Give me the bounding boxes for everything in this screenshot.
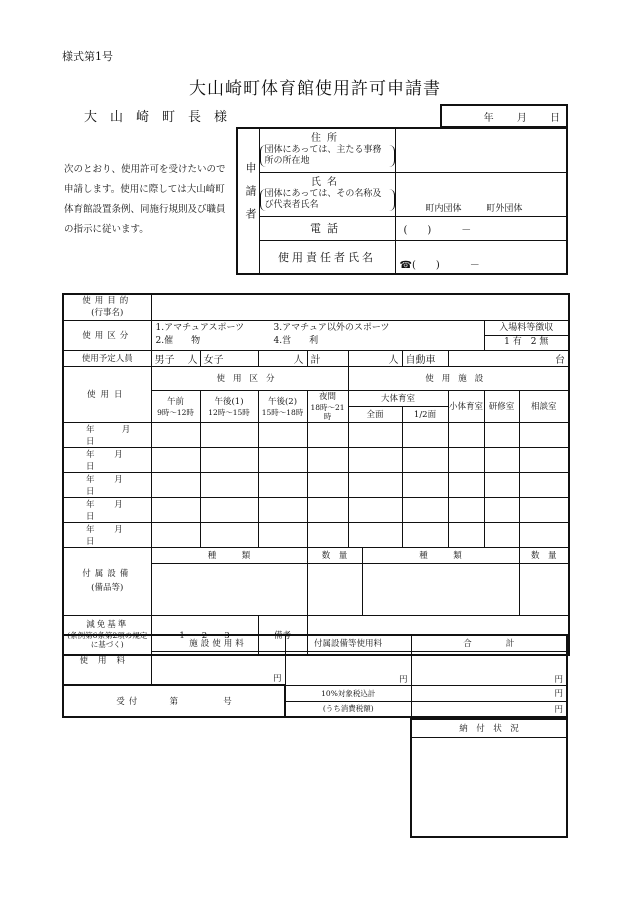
facility-cell[interactable] (348, 422, 402, 447)
date-day-label: 日 (550, 112, 560, 124)
slot-cell[interactable] (258, 472, 307, 497)
form-number: 様式第1号 (62, 50, 113, 63)
date-row-label: 年 月 日 (63, 422, 151, 447)
slot-cell[interactable] (151, 472, 200, 497)
facility-cell[interactable] (348, 472, 402, 497)
tax-included-label: (うち消費税額) (285, 701, 411, 717)
phone-label: 電話 (259, 216, 395, 240)
name-field[interactable] (395, 172, 567, 216)
small-gym-header: 小体育室 (448, 390, 484, 422)
facility-cell[interactable] (448, 522, 484, 547)
equipment-sub: (備品等) (91, 583, 124, 593)
fee-label: 使用料 (63, 635, 151, 685)
total-unit: 人 (348, 350, 402, 366)
date-row (63, 447, 569, 472)
category-label: 使用区分 (63, 320, 151, 350)
purpose-label: 使用目的 (82, 296, 133, 307)
facility-cell[interactable] (348, 522, 402, 547)
exemption-options[interactable]: 1 2 3 (151, 615, 258, 655)
slot-afternoon1-time: 12時～15時 (208, 407, 250, 417)
applicant-table (236, 127, 568, 275)
category-event[interactable]: 2.催 物 (155, 336, 201, 346)
date-row-label: 年 月 日 (63, 472, 151, 497)
responsible-label: 使用責任者氏名 (259, 240, 395, 274)
facility-cell[interactable] (484, 497, 519, 522)
slot-cell[interactable] (307, 522, 348, 547)
facility-cell[interactable] (448, 472, 484, 497)
main-gym-full: 全面 (348, 406, 402, 422)
total-count[interactable] (307, 350, 348, 366)
yen-unit: 円 (554, 689, 563, 699)
category-commercial[interactable]: 4.営 利 (273, 336, 319, 346)
equipment-qty-field-2[interactable] (519, 563, 569, 615)
slot-cell[interactable] (258, 522, 307, 547)
date-row-label: 年 月 日 (63, 522, 151, 547)
main-gym-header: 大体育室 (348, 390, 448, 406)
male-count[interactable] (151, 350, 200, 366)
equipment-kind-field-1[interactable] (151, 563, 307, 615)
intro-text: 次のとおり、使用許可を受けたいので申請します。使用に際しては大山崎町体育館設置条例、同施行規則及び職員の指示に従います。 (64, 164, 226, 235)
use-date-label: 使用日 (63, 366, 151, 422)
slot-cell[interactable] (151, 522, 200, 547)
facility-cell[interactable] (519, 497, 569, 522)
exemption-sub: (条例第6条第2項の規定に基づく) (67, 631, 148, 650)
female-unit: 人 (258, 350, 307, 366)
people-label: 使用予定人員 (63, 350, 151, 366)
equipment-qty-header-1: 数 量 (307, 547, 362, 563)
car-count[interactable] (448, 350, 569, 366)
slot-cell[interactable] (200, 472, 258, 497)
date-year-label: 年 (483, 112, 494, 124)
payment-status-field[interactable] (411, 737, 567, 837)
responsible-phone: ( ) － (411, 260, 480, 271)
tax-target-label: 10%対象税込計 (285, 685, 411, 701)
address-field[interactable] (395, 128, 567, 172)
slot-night: 夜間 (318, 392, 336, 402)
category-amateur-sports[interactable]: 1.アマチュアスポーツ (155, 323, 245, 333)
tax-target-field[interactable] (411, 685, 567, 701)
equipment-kind-header-1: 種 類 (151, 547, 307, 563)
slot-cell[interactable] (307, 447, 348, 472)
slot-morning: 午前 (166, 396, 184, 407)
facility-cell[interactable] (402, 472, 448, 497)
date-row (63, 497, 569, 522)
date-row (63, 422, 569, 447)
equipment-qty-header-2: 数 量 (519, 547, 569, 563)
addressee: 大山崎町長様 (84, 110, 241, 125)
slot-morning-time: 9時～12時 (157, 407, 194, 417)
facility-cell[interactable] (348, 447, 402, 472)
name-note: 団体にあっては、その名称及び代表者氏名 (260, 189, 395, 211)
yen-unit: 円 (398, 674, 408, 685)
date-row (63, 522, 569, 547)
date-row (63, 472, 569, 497)
fees-table (62, 634, 568, 718)
training-room-header: 研修室 (484, 390, 519, 422)
receipt-label: 受付 (116, 697, 142, 707)
usage-table (62, 293, 570, 656)
slot-cell[interactable] (307, 497, 348, 522)
total-label: 計 (310, 354, 321, 366)
equipment-qty-field-1[interactable] (307, 563, 362, 615)
category-options[interactable] (151, 320, 484, 350)
male-label: 男子 (154, 354, 175, 366)
date-row-label: 年 月 日 (63, 447, 151, 472)
slot-cell[interactable] (200, 497, 258, 522)
facility-fee-header: 施設使用料 (151, 635, 285, 651)
male-unit: 人 (187, 354, 198, 366)
facility-cell[interactable] (348, 497, 402, 522)
phone-field[interactable]: ( ) － (395, 216, 567, 240)
equipment-kind-header-2: 種 類 (362, 547, 519, 563)
facility-cell[interactable] (484, 447, 519, 472)
tax-included-field[interactable] (411, 701, 567, 717)
slot-cell[interactable] (258, 497, 307, 522)
slot-cell[interactable] (151, 422, 200, 447)
remarks-label: 備考 (258, 615, 307, 655)
address-label: 住所 (311, 133, 343, 145)
female-label: 女子 (203, 354, 224, 366)
receipt-go-label: 号 (223, 697, 232, 707)
exemption-label: 減免基準 (86, 620, 129, 631)
total-fee-field[interactable] (411, 651, 567, 685)
slot-afternoon2: 午後(2) (267, 396, 298, 407)
facility-cell[interactable] (448, 447, 484, 472)
slot-cell[interactable] (200, 422, 258, 447)
payment-status-label: 納 付 状 況 (411, 719, 567, 737)
meeting-room-header: 相談室 (519, 390, 569, 422)
facility-cell[interactable] (519, 422, 569, 447)
car-label: 自動車 (402, 350, 448, 366)
phone-icon: ☎ (399, 260, 412, 271)
slot-cell[interactable] (307, 472, 348, 497)
page-title: 大山崎町体育館使用許可申請書 (189, 79, 441, 99)
yen-unit: 円 (272, 674, 282, 684)
receipt-box (63, 685, 285, 717)
applicant-label: 申請者 (237, 128, 259, 274)
facility-cell[interactable] (402, 447, 448, 472)
facility-cell[interactable] (402, 497, 448, 522)
slot-cell[interactable] (151, 497, 200, 522)
receipt-no-label: 第 (169, 697, 178, 707)
payment-status-box (410, 718, 568, 838)
date-box (440, 104, 568, 128)
total-header: 合 計 (411, 635, 567, 651)
responsible-field[interactable] (395, 240, 567, 274)
date-row-label: 年 月 日 (63, 497, 151, 522)
yen-unit: 円 (554, 704, 563, 715)
equipment-fee-field[interactable] (285, 651, 411, 685)
slot-afternoon2-time: 15時～18時 (261, 407, 304, 417)
facility-cell[interactable] (484, 422, 519, 447)
equipment-fee-header: 付属設備等使用料 (285, 635, 411, 651)
facility-cell[interactable] (448, 497, 484, 522)
out-town-option[interactable]: 町外団体 (486, 203, 523, 214)
facility-cell[interactable] (519, 472, 569, 497)
facility-header: 使用施設 (348, 366, 569, 390)
facility-cell[interactable] (402, 422, 448, 447)
slot-cell[interactable] (151, 447, 200, 472)
yen-unit: 円 (554, 674, 563, 685)
name-label: 氏名 (311, 177, 343, 188)
time-category-header: 使用区分 (151, 366, 348, 390)
slot-cell[interactable] (200, 447, 258, 472)
female-count[interactable] (200, 350, 258, 366)
facility-cell[interactable] (484, 472, 519, 497)
car-unit: 台 (555, 354, 565, 366)
slot-cell[interactable] (258, 422, 307, 447)
category-non-amateur-sports[interactable]: 3.アマチュア以外のスポーツ (273, 323, 390, 333)
facility-cell[interactable] (519, 522, 569, 547)
facility-cell[interactable] (448, 422, 484, 447)
slot-afternoon1: 午後(1) (214, 396, 244, 407)
slot-cell[interactable] (200, 522, 258, 547)
purpose-sub: (行事名) (91, 308, 124, 319)
date-month-label: 月 (516, 112, 527, 124)
equipment-kind-field-2[interactable] (362, 563, 519, 615)
facility-cell[interactable] (402, 522, 448, 547)
equipment-label: 付属設備 (82, 569, 133, 579)
purpose-field[interactable] (151, 294, 569, 320)
in-town-option[interactable]: 町内団体 (425, 203, 462, 214)
fee-collect-options[interactable]: 1 有 2 無 (504, 336, 549, 347)
slot-night-time: 18時～21時 (310, 403, 345, 421)
slot-cell[interactable] (258, 447, 307, 472)
address-note: 団体にあっては、主たる事務所の所在地 (260, 145, 395, 167)
facility-cell[interactable] (519, 447, 569, 472)
main-gym-half: 1/2面 (402, 406, 448, 422)
facility-fee-field[interactable] (151, 651, 285, 685)
slot-cell[interactable] (307, 422, 348, 447)
fee-collect-label: 入場料等徴収 (485, 322, 569, 336)
facility-cell[interactable] (484, 522, 519, 547)
